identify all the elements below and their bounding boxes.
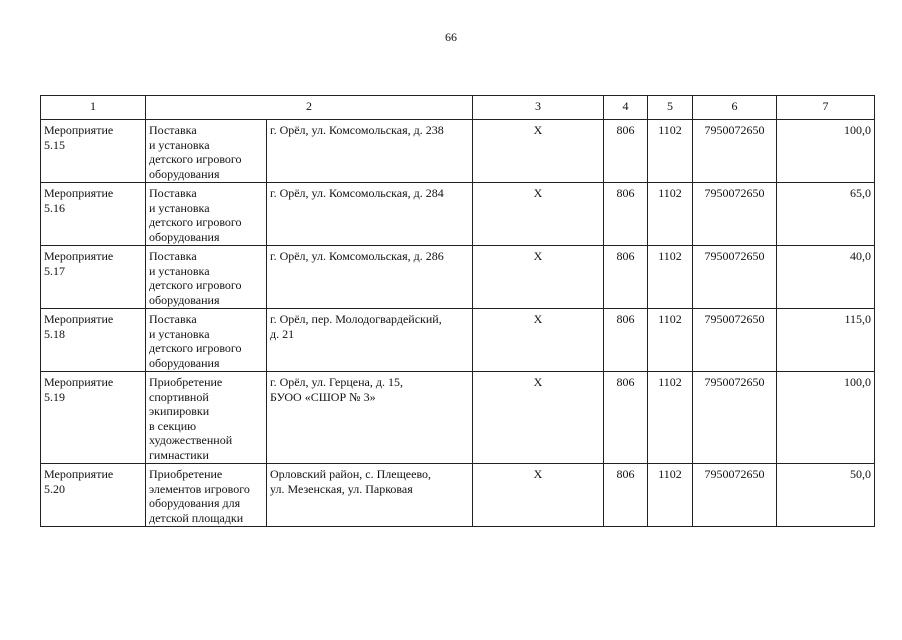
description-cell: Поставка и установка детского игрового оборудования: [146, 120, 267, 183]
event-cell: Мероприятие 5.15: [41, 120, 146, 183]
page-number: 66: [445, 30, 457, 44]
col4-cell: 806: [604, 464, 648, 527]
table-row: [41, 309, 875, 372]
description-cell: Поставка и установка детского игрового оборудования: [146, 309, 267, 372]
header-col-4: 4: [604, 96, 648, 120]
table-row: [41, 372, 875, 464]
col6-cell: 7950072650: [693, 464, 777, 527]
amount-cell: 100,0: [777, 120, 875, 183]
address-cell: г. Орёл, ул. Комсомольская, д. 238: [267, 120, 473, 183]
description-cell: Поставка и установка детского игрового оборудования: [146, 183, 267, 246]
col6-cell: 7950072650: [693, 183, 777, 246]
header-col-3: 3: [473, 96, 604, 120]
header-row: [41, 96, 875, 120]
col6-cell: 7950072650: [693, 246, 777, 309]
description-cell: Приобретение элементов игрового оборудования для детской площадки: [146, 464, 267, 527]
col4-cell: 806: [604, 309, 648, 372]
event-cell: Мероприятие 5.17: [41, 246, 146, 309]
table-row: [41, 246, 875, 309]
header-col-1: 1: [41, 96, 146, 120]
col6-cell: 7950072650: [693, 309, 777, 372]
description-cell: Приобретение спортивной экипировки в секцию художественной гимнастики: [146, 372, 267, 464]
event-cell: Мероприятие 5.18: [41, 309, 146, 372]
col6-cell: 7950072650: [693, 372, 777, 464]
event-cell: Мероприятие 5.20: [41, 464, 146, 527]
header-col-6: 6: [693, 96, 777, 120]
event-cell: Мероприятие 5.16: [41, 183, 146, 246]
header-col-2: 2: [146, 96, 473, 120]
address-cell: г. Орёл, ул. Комсомольская, д. 284: [267, 183, 473, 246]
col5-cell: 1102: [648, 464, 693, 527]
amount-cell: 115,0: [777, 309, 875, 372]
col3-cell: Х: [473, 246, 604, 309]
col3-cell: Х: [473, 183, 604, 246]
col4-cell: 806: [604, 183, 648, 246]
address-cell: г. Орёл, пер. Молодогвардейский, д. 21: [267, 309, 473, 372]
amount-cell: 40,0: [777, 246, 875, 309]
col3-cell: Х: [473, 120, 604, 183]
header-col-7: 7: [777, 96, 875, 120]
col4-cell: 806: [604, 372, 648, 464]
budget-table: [40, 95, 875, 527]
col4-cell: 806: [604, 120, 648, 183]
header-col-5: 5: [648, 96, 693, 120]
address-cell: Орловский район, с. Плещеево, ул. Мезенская, ул. Парковая: [267, 464, 473, 527]
col5-cell: 1102: [648, 183, 693, 246]
address-cell: г. Орёл, ул. Комсомольская, д. 286: [267, 246, 473, 309]
address-cell: г. Орёл, ул. Герцена, д. 15, БУОО «СШОР № 3»: [267, 372, 473, 464]
col3-cell: Х: [473, 372, 604, 464]
amount-cell: 100,0: [777, 372, 875, 464]
table-row: [41, 183, 875, 246]
table-row: [41, 120, 875, 183]
amount-cell: 50,0: [777, 464, 875, 527]
col4-cell: 806: [604, 246, 648, 309]
amount-cell: 65,0: [777, 183, 875, 246]
col6-cell: 7950072650: [693, 120, 777, 183]
col5-cell: 1102: [648, 309, 693, 372]
col3-cell: Х: [473, 464, 604, 527]
col3-cell: Х: [473, 309, 604, 372]
table-row: [41, 464, 875, 527]
col5-cell: 1102: [648, 246, 693, 309]
col5-cell: 1102: [648, 120, 693, 183]
description-cell: Поставка и установка детского игрового оборудования: [146, 246, 267, 309]
event-cell: Мероприятие 5.19: [41, 372, 146, 464]
col5-cell: 1102: [648, 372, 693, 464]
